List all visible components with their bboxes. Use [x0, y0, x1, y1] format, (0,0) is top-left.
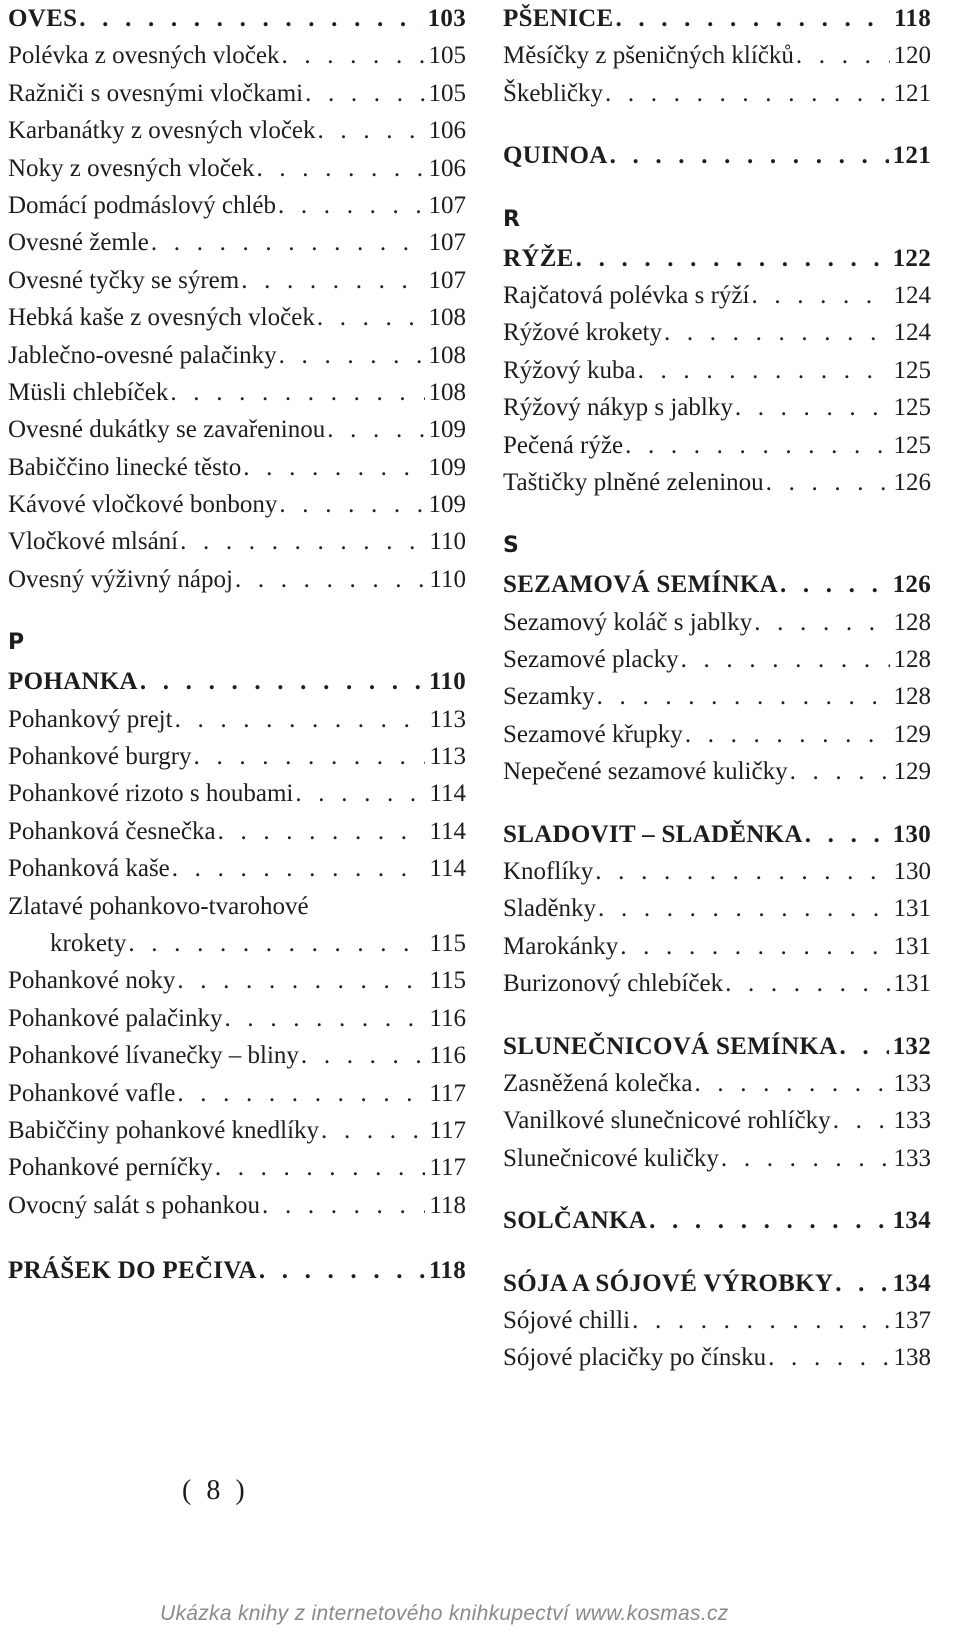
page-ref: 109 — [428, 416, 466, 444]
page-ref: 133 — [893, 1107, 931, 1135]
page-ref: 107 — [428, 266, 466, 294]
entry-title: Ražniči s ovesnými vločkami — [8, 79, 304, 107]
page-ref: 120 — [893, 42, 931, 70]
dot-leader — [620, 928, 889, 965]
page-ref: 121 — [893, 79, 931, 107]
page-ref: 131 — [893, 932, 931, 960]
toc-entry — [503, 1140, 931, 1177]
toc-entry — [503, 890, 931, 927]
page-ref: 125 — [893, 356, 931, 384]
dot-leader — [262, 1187, 425, 1224]
dot-leader — [295, 775, 425, 812]
toc-entry — [8, 738, 466, 775]
dot-leader — [735, 389, 890, 426]
dot-leader — [751, 277, 889, 314]
dot-leader — [194, 738, 426, 775]
page-ref: 130 — [892, 820, 931, 848]
page-ref: 129 — [893, 720, 931, 748]
dot-leader — [610, 137, 889, 174]
dot-leader — [598, 890, 889, 927]
entry-title: Škebličky — [503, 79, 603, 107]
toc-entry — [503, 427, 931, 464]
section-title: POHANKA — [8, 668, 138, 696]
toc-entry — [8, 374, 466, 411]
page-ref: 113 — [429, 705, 466, 733]
spacer — [8, 598, 466, 623]
letter-divider: R — [503, 206, 520, 232]
entry-title: Zasněžená kolečka — [503, 1069, 693, 1097]
toc-entry — [8, 701, 466, 738]
entry-title: Pohankové rizoto s houbami — [8, 780, 294, 808]
dot-leader — [235, 561, 425, 598]
page-ref: 124 — [893, 319, 931, 347]
toc-entry — [8, 299, 466, 336]
page-ref: 107 — [428, 229, 466, 257]
toc-entry — [8, 486, 466, 523]
page-ref: 118 — [429, 1191, 466, 1219]
soja-list — [503, 1302, 931, 1377]
page-ref: 126 — [892, 571, 931, 599]
spacer — [503, 175, 931, 200]
entry-title: Marokánky — [503, 932, 619, 960]
toc-entry — [8, 37, 466, 74]
entry-title: Sezamové placky — [503, 646, 679, 674]
entry-title: Knoflíky — [503, 858, 594, 886]
page-ref: 131 — [893, 970, 931, 998]
page-ref: 117 — [429, 1116, 466, 1144]
page-ref: 117 — [429, 1154, 466, 1182]
page-ref: 130 — [893, 858, 931, 886]
entry-title: Taštičky plněné zeleninou — [503, 468, 764, 496]
dot-leader — [685, 716, 890, 753]
dot-leader — [318, 112, 425, 149]
pohanka-list-a — [8, 701, 466, 888]
toc-entry — [503, 75, 931, 112]
dot-leader — [140, 663, 425, 700]
entry-title: Rýžový kuba — [503, 356, 636, 384]
entry-title: Babiččiny pohankové knedlíky — [8, 1116, 320, 1144]
entry-title: krokety — [50, 929, 127, 957]
dot-leader — [172, 850, 426, 887]
page-ref: 137 — [893, 1306, 931, 1334]
page-ref: 110 — [428, 668, 466, 696]
toc-entry — [503, 1302, 931, 1339]
entry-title: Vanilkové slunečnicové rohlíčky — [503, 1107, 831, 1135]
page-ref: 118 — [893, 5, 931, 32]
toc-entry-wrapped-line: Zlatavé pohankovo-tvarohové — [8, 892, 309, 920]
entry-title: Ovesné dukátky se zavařeninou — [8, 416, 326, 444]
watermark-text: Ukázka knihy z internetového knihkupectví www.kosmas.cz — [160, 1602, 729, 1625]
entry-title: Nepečené sezamové kuličky — [503, 758, 788, 786]
entry-title: Rajčatová polévka s rýží — [503, 281, 750, 309]
page-ref: 115 — [429, 929, 466, 957]
letter-divider: P — [8, 630, 25, 656]
spacer — [503, 791, 931, 816]
entry-title: Měsíčky z pšeničných klíčků — [503, 42, 794, 70]
entry-title: Ovesný výživný nápoj — [8, 565, 233, 593]
section-title: PRÁŠEK DO PEČIVA — [8, 1257, 257, 1285]
page-ref: 126 — [893, 468, 931, 496]
dot-leader — [595, 853, 889, 890]
page-ref: 118 — [428, 1257, 466, 1285]
toc-entry — [8, 150, 466, 187]
toc-entry — [8, 523, 466, 560]
dot-leader — [175, 701, 426, 738]
dot-leader — [605, 75, 890, 112]
toc-entry — [503, 389, 931, 426]
dot-leader — [128, 925, 425, 962]
dot-leader — [241, 262, 424, 299]
toc-left-column — [8, 0, 466, 1290]
dot-leader — [256, 150, 424, 187]
toc-section-heading — [503, 1028, 931, 1065]
toc-entry — [503, 314, 931, 351]
toc-section-heading — [8, 0, 466, 37]
dot-leader — [681, 641, 890, 678]
dot-leader — [327, 411, 424, 448]
dot-leader — [780, 566, 889, 603]
dot-leader — [725, 965, 889, 1002]
toc-entry — [503, 1339, 931, 1376]
dot-leader — [721, 1140, 890, 1177]
dot-leader — [180, 523, 425, 560]
entry-title: Sladěnky — [503, 895, 597, 923]
entry-title: Pečená rýže — [503, 431, 624, 459]
toc-section-heading — [503, 137, 931, 174]
toc-entry — [8, 1187, 466, 1224]
spacer — [503, 1240, 931, 1265]
entry-title: Noky z ovesných vloček — [8, 154, 255, 182]
page-ref: 133 — [893, 1144, 931, 1172]
toc-entry — [8, 925, 466, 962]
dot-leader — [278, 187, 425, 224]
entry-title: Pohankové perníčky — [8, 1154, 213, 1182]
toc-entry — [8, 1112, 466, 1149]
dot-leader — [766, 464, 890, 501]
section-title: PŠENICE — [503, 5, 614, 32]
toc-entry — [503, 965, 931, 1002]
entry-title: Ovocný salát s pohankou — [8, 1191, 261, 1219]
page-ref: 108 — [428, 304, 466, 332]
dot-leader — [177, 962, 425, 999]
page-ref: 129 — [893, 758, 931, 786]
page-ref: 131 — [893, 895, 931, 923]
dot-leader — [305, 75, 424, 112]
dot-leader — [259, 1252, 425, 1289]
toc-entry — [503, 716, 931, 753]
spacer — [503, 501, 931, 526]
toc-entry — [503, 352, 931, 389]
toc-section-heading — [503, 1265, 931, 1302]
toc-section-heading — [503, 566, 931, 603]
section-title: SLUNEČNICOVÁ SEMÍNKA — [503, 1032, 838, 1060]
toc-entry — [503, 1102, 931, 1139]
page-ref: 110 — [429, 528, 466, 556]
page-ref: 128 — [893, 646, 931, 674]
page-ref: 113 — [429, 743, 466, 771]
page-ref: 108 — [428, 341, 466, 369]
page-ref: 132 — [892, 1032, 931, 1060]
page-ref: 109 — [428, 491, 466, 519]
page-ref: 122 — [892, 244, 931, 272]
sladovit-list — [503, 853, 931, 1003]
entry-title: Slunečnicové kuličky — [503, 1144, 719, 1172]
section-title: SEZAMOVÁ SEMÍNKA — [503, 571, 778, 599]
entry-title: Kávové vločkové bonbony — [8, 491, 278, 519]
page-ref: 103 — [427, 5, 466, 32]
toc-entry — [8, 561, 466, 598]
entry-title: Pohanková kaše — [8, 855, 170, 883]
toc-entry — [503, 277, 931, 314]
page-ref: 114 — [429, 855, 466, 883]
dot-leader — [835, 1265, 888, 1302]
entry-title: Hebká kaše z ovesných vloček — [8, 304, 315, 332]
entry-title: Sezamky — [503, 683, 595, 711]
page-ref: 117 — [429, 1079, 466, 1107]
letter-divider: S — [503, 533, 519, 559]
dot-leader — [805, 816, 889, 853]
dot-leader — [615, 0, 890, 37]
dot-leader — [79, 0, 423, 37]
entry-title: Pohankové vafle — [8, 1079, 176, 1107]
page-ref: 106 — [428, 154, 466, 182]
toc-entry — [8, 75, 466, 112]
toc-section-heading — [503, 240, 931, 277]
dot-leader — [754, 604, 889, 641]
toc-section-heading — [8, 663, 466, 700]
page-ref: 116 — [429, 1004, 466, 1032]
dot-leader — [321, 1112, 425, 1149]
toc-entry — [8, 112, 466, 149]
page-number: ( 8 ) — [182, 1475, 249, 1506]
section-title: QUINOA — [503, 142, 608, 170]
dot-leader — [833, 1102, 890, 1139]
page-ref: 138 — [893, 1344, 931, 1372]
page-ref: 105 — [428, 42, 466, 70]
dot-leader — [694, 1065, 889, 1102]
toc-entry — [8, 1037, 466, 1074]
toc-entry — [8, 850, 466, 887]
toc-entry — [8, 1000, 466, 1037]
section-title: OVES — [8, 5, 78, 32]
dot-leader — [177, 1075, 425, 1112]
page-ref: 124 — [893, 281, 931, 309]
dot-leader — [649, 1202, 889, 1239]
entry-title: Babiččino linecké těsto — [8, 453, 242, 481]
toc-entry — [503, 464, 931, 501]
page-ref: 121 — [892, 142, 931, 170]
dot-leader — [576, 240, 889, 277]
entry-title: Vločkové mlsání — [8, 528, 179, 556]
page-ref: 128 — [893, 683, 931, 711]
entry-title: Jablečno-ovesné palačinky — [8, 341, 277, 369]
dot-leader — [597, 678, 890, 715]
toc-entry — [8, 187, 466, 224]
toc-entry — [503, 604, 931, 641]
entry-title: Müsli chlebíček — [8, 378, 169, 406]
dot-leader — [768, 1339, 889, 1376]
toc-entry — [8, 262, 466, 299]
entry-title: Karbanátky z ovesných vloček — [8, 117, 316, 145]
dot-leader — [225, 1000, 426, 1037]
toc-entry — [503, 1065, 931, 1102]
toc-section-heading — [503, 816, 931, 853]
toc-entry — [8, 775, 466, 812]
page-ref: 108 — [428, 378, 466, 406]
toc-entry — [503, 678, 931, 715]
toc-entry — [8, 337, 466, 374]
toc-entry — [503, 853, 931, 890]
page-ref: 134 — [892, 1207, 931, 1235]
dot-leader — [279, 486, 424, 523]
page-ref: 107 — [428, 191, 466, 219]
dot-leader — [218, 813, 426, 850]
dot-leader — [664, 314, 890, 351]
psenice-list — [503, 37, 931, 112]
dot-leader — [796, 37, 890, 74]
toc-section-heading — [503, 1202, 931, 1239]
entry-title: Sójové placičky po čínsku — [503, 1344, 767, 1372]
entry-title: Rýžové krokety — [503, 319, 662, 347]
toc-entry — [503, 928, 931, 965]
entry-title: Polévka z ovesných vloček — [8, 42, 280, 70]
slunecnice-list — [503, 1065, 931, 1177]
toc-entry — [8, 962, 466, 999]
spacer — [503, 112, 931, 137]
page-ref: 114 — [429, 817, 466, 845]
page-ref: 114 — [429, 780, 466, 808]
dot-leader — [638, 352, 890, 389]
toc-section-heading — [503, 0, 931, 37]
page-ref: 109 — [428, 453, 466, 481]
toc-entry — [8, 224, 466, 261]
dot-leader — [151, 224, 425, 261]
ryze-list — [503, 277, 931, 501]
dot-leader — [215, 1149, 426, 1186]
toc-entry — [503, 753, 931, 790]
dot-leader — [281, 37, 424, 74]
dot-leader — [301, 1037, 426, 1074]
page-ref: 110 — [429, 565, 466, 593]
page-ref: 115 — [429, 967, 466, 995]
entry-title: Sezamový koláč s jablky — [503, 608, 753, 636]
dot-leader — [317, 299, 425, 336]
section-title: RÝŽE — [503, 244, 574, 272]
entry-title: Sezamové křupky — [503, 720, 683, 748]
entry-title: Ovesné tyčky se sýrem — [8, 266, 240, 294]
entry-title: Pohanková česnečka — [8, 817, 216, 845]
page-ref: 134 — [892, 1269, 931, 1297]
toc-entry — [8, 411, 466, 448]
dot-leader — [170, 374, 424, 411]
dot-leader — [840, 1028, 889, 1065]
page-ref: 128 — [893, 608, 931, 636]
entry-title: Ovesné žemle — [8, 229, 149, 257]
toc-entry — [503, 641, 931, 678]
entry-title: Pohankové palačinky — [8, 1004, 223, 1032]
page-ref: 125 — [893, 394, 931, 422]
page-ref: 125 — [893, 431, 931, 459]
pohanka-list-b — [8, 962, 466, 1224]
toc-entry — [503, 37, 931, 74]
page-ref: 116 — [429, 1042, 466, 1070]
spacer — [503, 1003, 931, 1028]
toc-right-column — [503, 0, 931, 1377]
spacer — [503, 1177, 931, 1202]
toc-entry — [8, 1149, 466, 1186]
dot-leader — [279, 337, 425, 374]
dot-leader — [243, 449, 424, 486]
oves-list — [8, 37, 466, 598]
entry-title: Pohankové noky — [8, 967, 176, 995]
toc-section-heading — [8, 1252, 466, 1289]
page-ref: 105 — [428, 79, 466, 107]
entry-title: Pohankové burgry — [8, 743, 192, 771]
toc-entry — [8, 1075, 466, 1112]
page-ref: 106 — [428, 117, 466, 145]
dot-leader — [625, 427, 889, 464]
spacer — [8, 1224, 466, 1252]
page-ref: 133 — [893, 1069, 931, 1097]
entry-title: Pohankové lívanečky – bliny — [8, 1042, 299, 1070]
sezam-list — [503, 604, 931, 791]
section-title: SOLČANKA — [503, 1207, 648, 1235]
entry-title: Domácí podmáslový chléb — [8, 191, 276, 219]
entry-title: Pohankový prejt — [8, 705, 173, 733]
entry-title: Sójové chilli — [503, 1306, 631, 1334]
entry-title: Burizonový chlebíček — [503, 970, 724, 998]
toc-entry — [8, 813, 466, 850]
toc-entry — [8, 449, 466, 486]
dot-leader — [632, 1302, 889, 1339]
section-title: SLADOVIT – SLADĚNKA — [503, 820, 803, 848]
entry-title: Rýžový nákyp s jablky — [503, 394, 733, 422]
dot-leader — [790, 753, 890, 790]
section-title: SÓJA A SÓJOVÉ VÝROBKY — [503, 1269, 834, 1297]
